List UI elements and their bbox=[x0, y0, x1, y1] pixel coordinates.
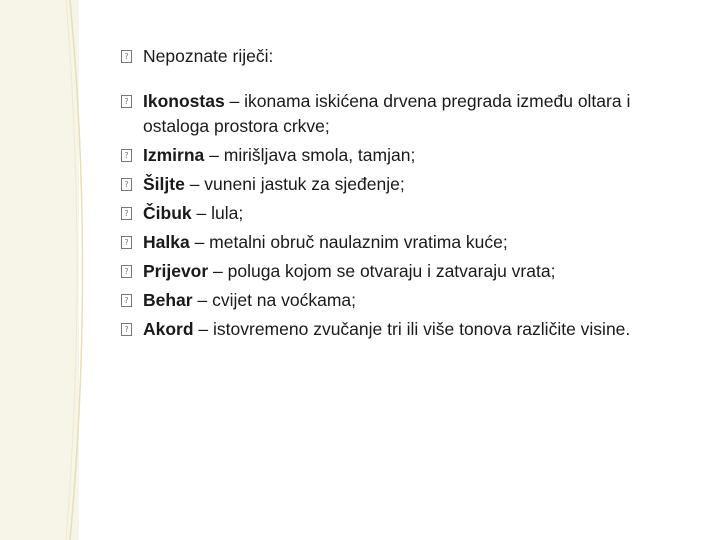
definition: – metalni obruč naulaznim vratima kuće; bbox=[189, 232, 508, 252]
definition: – vuneni jastuk za sjeđenje; bbox=[184, 174, 405, 194]
term: Šiljte bbox=[143, 174, 185, 194]
term: Halka bbox=[143, 232, 190, 252]
list-item bbox=[121, 259, 701, 284]
list-item bbox=[121, 172, 701, 197]
term: Izmirna bbox=[143, 145, 205, 165]
definition: – ikonama iskićena drvena pregrada između oltara i ostaloga prostora crkve; bbox=[143, 91, 631, 136]
missing-glyph-box-icon: ? bbox=[121, 149, 132, 162]
definition: – poluga kojom se otvaraju i zatvaraju vrata; bbox=[208, 261, 556, 281]
list-item bbox=[121, 89, 701, 139]
slide-content bbox=[121, 44, 701, 346]
missing-glyph-box-icon: ? bbox=[121, 323, 132, 336]
term: Čibuk bbox=[143, 203, 192, 223]
term: Akord bbox=[143, 319, 194, 339]
term: Behar bbox=[143, 290, 193, 310]
definition: – cvijet na voćkama; bbox=[192, 290, 357, 310]
list-item bbox=[121, 317, 701, 342]
definition: – lula; bbox=[191, 203, 244, 223]
list-item bbox=[121, 230, 701, 255]
term: Prijevor bbox=[143, 261, 209, 281]
missing-glyph-box-icon: ? bbox=[121, 207, 132, 220]
missing-glyph-box-icon: ? bbox=[121, 265, 132, 278]
missing-glyph-box-icon: ? bbox=[121, 95, 132, 108]
missing-glyph-box-icon: ? bbox=[121, 236, 132, 249]
list-item bbox=[121, 201, 701, 226]
definition: – istovremeno zvučanje tri ili više tonova različite visine. bbox=[193, 319, 631, 339]
slide-heading: Nepoznate riječi: bbox=[143, 46, 274, 66]
term: Ikonostas bbox=[143, 91, 225, 111]
definition: – mirišljava smola, tamjan; bbox=[204, 145, 416, 165]
missing-glyph-box-icon: ? bbox=[121, 50, 132, 63]
missing-glyph-box-icon: ? bbox=[121, 178, 132, 191]
list-item bbox=[121, 288, 701, 313]
missing-glyph-box-icon: ? bbox=[121, 294, 132, 307]
list-item bbox=[121, 143, 701, 168]
heading-item bbox=[121, 44, 701, 69]
